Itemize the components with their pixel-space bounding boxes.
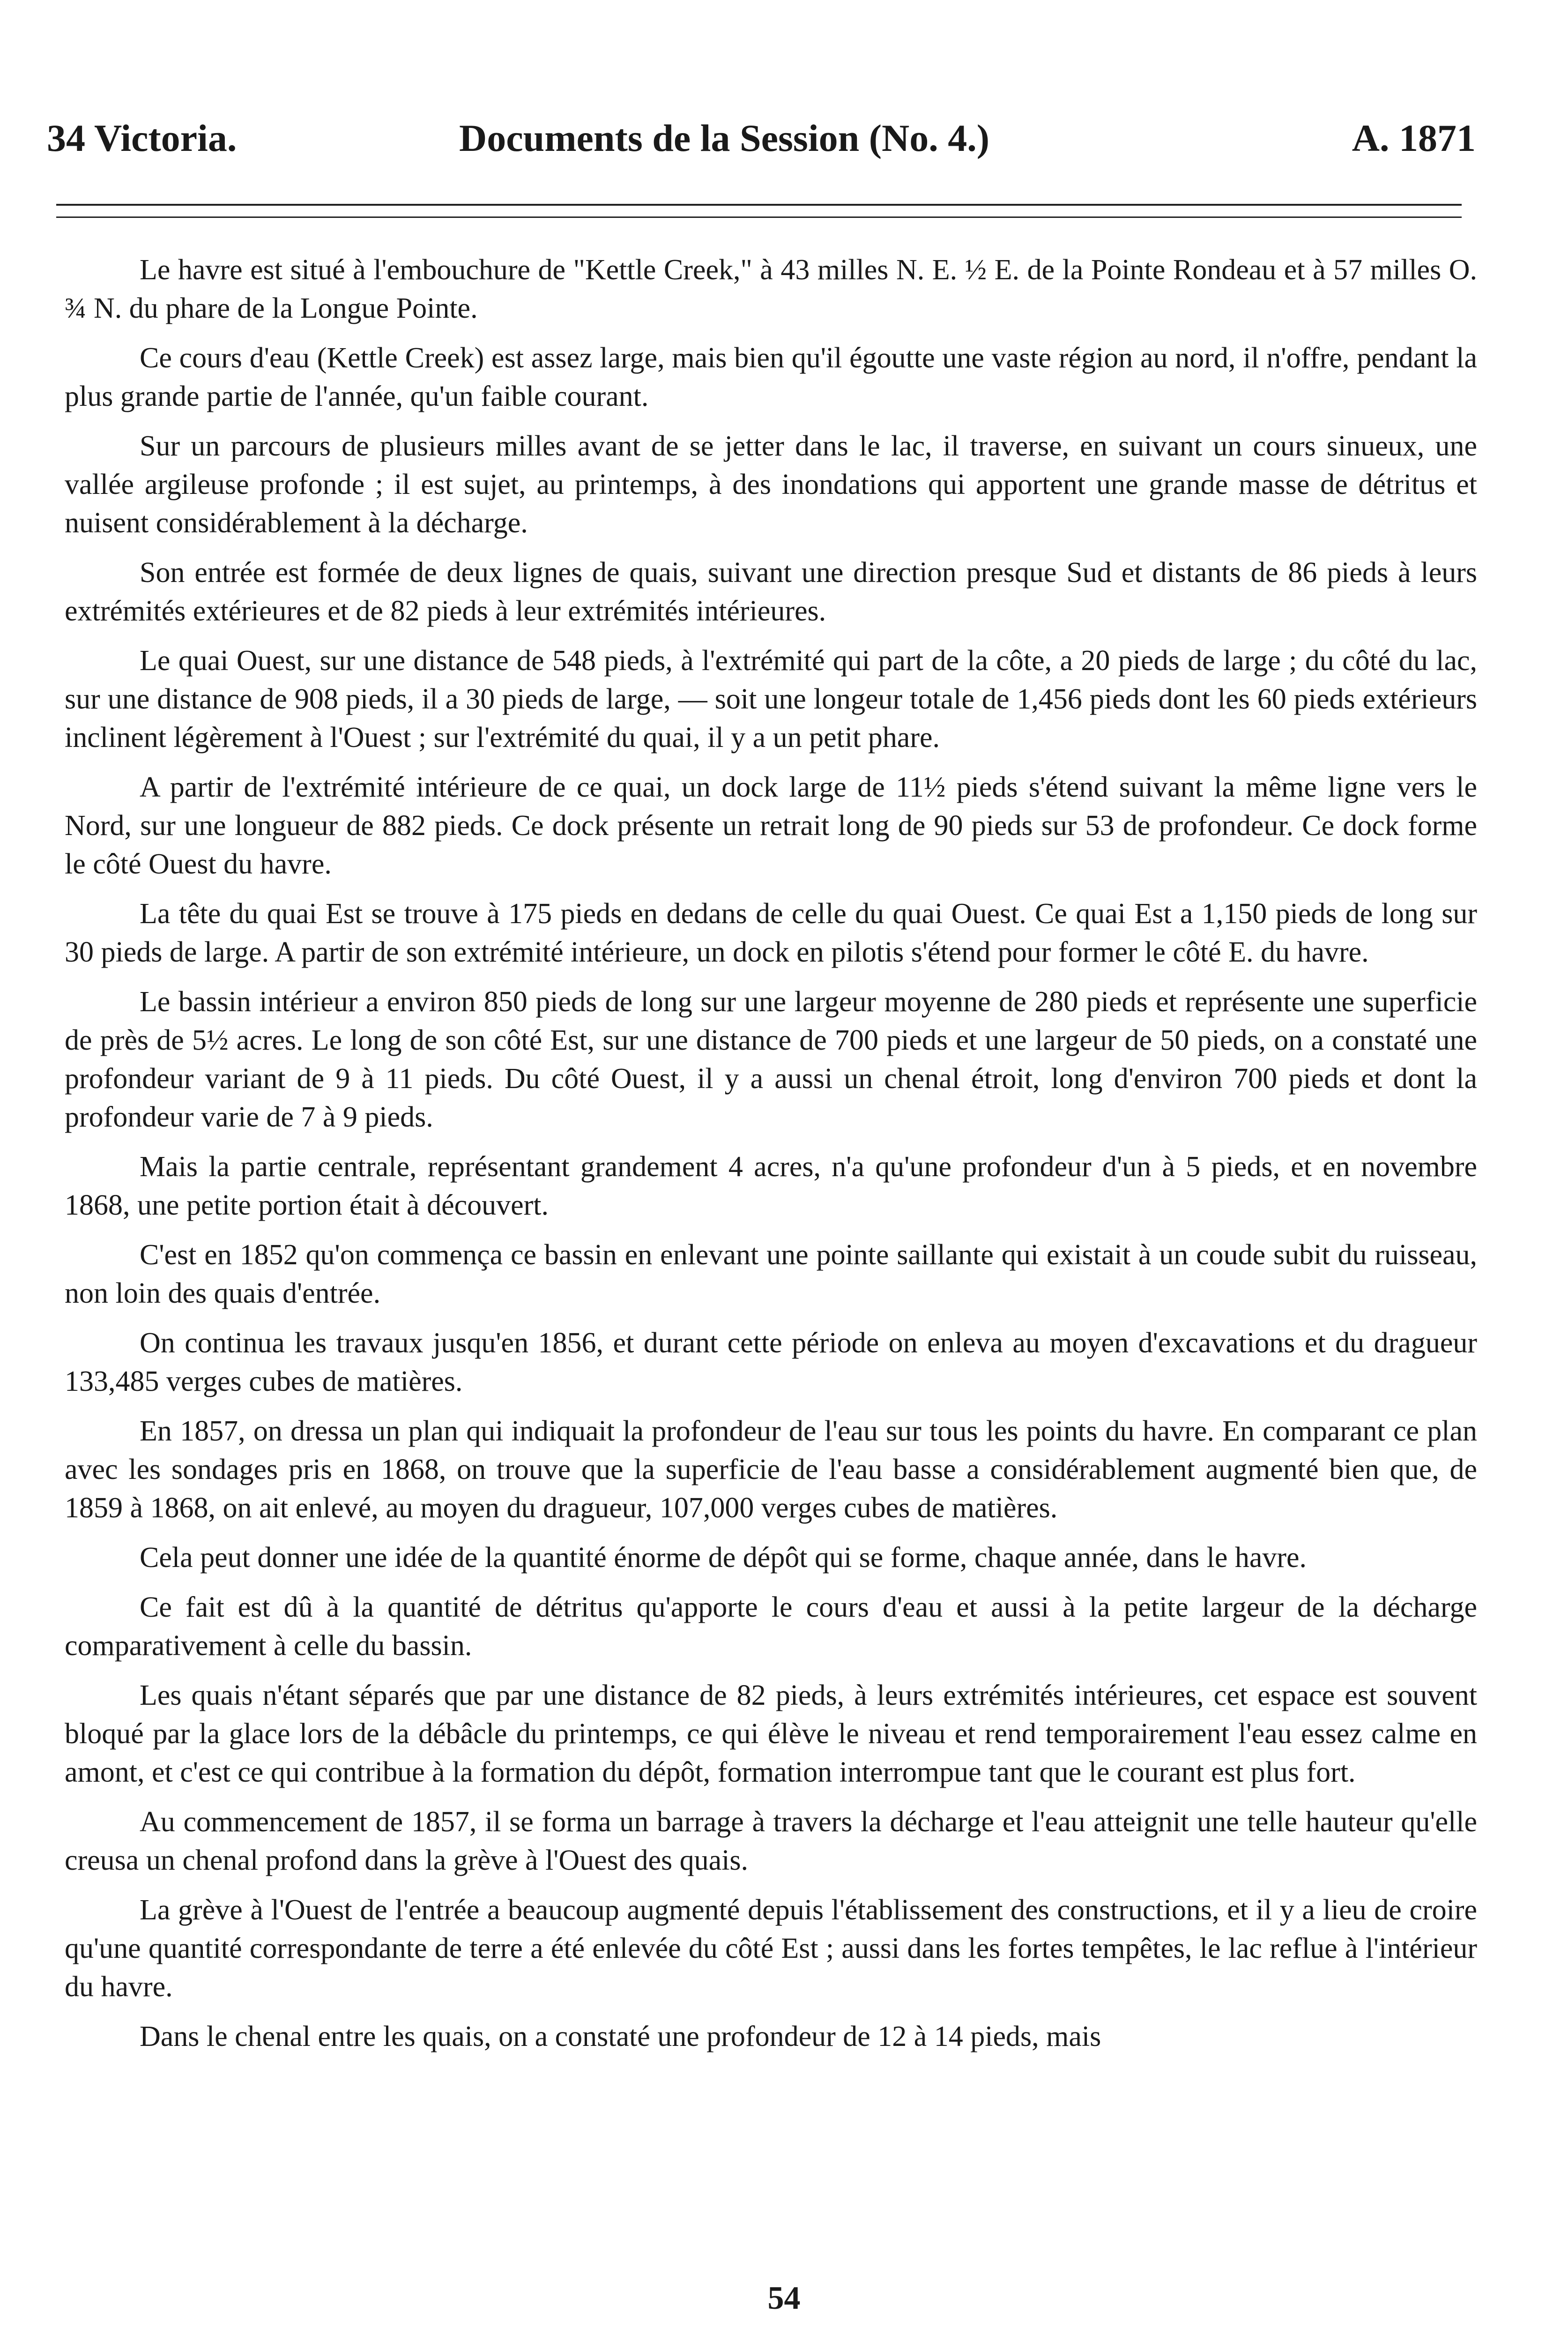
paragraph: Sur un parcours de plusieurs milles avant de se jetter dans le lac, il traverse, en suivant un cours sinueux, une vallée argileuse profonde ; il est sujet, au printemps, à des inondations qui apportent une grande masse de détritus et nuisent considérablement à la décharge. (65, 430, 1477, 539)
paragraph: Ce fait est dû à la quantité de détritus qu'apporte le cours d'eau et aussi à la petite largeur de la décharge comparativement à celle du bassin. (65, 1591, 1477, 1662)
paragraph: C'est en 1852 qu'on commença ce bassin en enlevant une pointe saillante qui existait à un coude subit du ruisseau, non loin des quais d'entrée. (65, 1239, 1477, 1309)
paragraph: Cela peut donner une idée de la quantité énorme de dépôt qui se forme, chaque année, dans le havre. (140, 1542, 1307, 1574)
body-text (65, 251, 1477, 2067)
paragraph: Au commencement de 1857, il se forma un barrage à travers la décharge et l'eau atteignit une telle hauteur qu'elle creusa un chenal profond dans la grève à l'Ouest des quais. (65, 1806, 1477, 1876)
header-volume: 34 Victoria. (47, 117, 237, 159)
paragraph: On continua les travaux jusqu'en 1856, et durant cette période on enleva au moyen d'excavations et du dragueur 133,485 verges cubes de matières. (65, 1327, 1477, 1397)
running-header (47, 112, 1476, 164)
paragraph: La grève à l'Ouest de l'entrée a beaucoup augmenté depuis l'établissement des constructions, et il y a lieu de croire qu'une quantité correspondante de terre a été enlevée du côté Est ; aussi dans les fortes tempêtes, le lac reflue à l'intérieur du havre. (65, 1894, 1477, 2003)
page-number: 54 (767, 2280, 801, 2316)
header-year: A. 1871 (1352, 117, 1476, 159)
paragraph: Son entrée est formée de deux lignes de quais, suivant une direction presque Sud et distants de 86 pieds à leurs extrémités extérieures et de 82 pieds à leur extrémités intérieures. (65, 557, 1477, 627)
paragraph: En 1857, on dressa un plan qui indiquait la profondeur de l'eau sur tous les points du havre. En comparant ce plan avec les sondages pris en 1868, on trouve que la superficie de l'eau basse a considérablement augmenté bien que, de 1859 à 1868, on ait enlevé, au moyen du dragueur, 107,000 verges cubes de matières. (65, 1415, 1477, 1524)
paragraph: Le quai Ouest, sur une distance de 548 pieds, à l'extrémité qui part de la côte, a 20 pieds de large ; du côté du lac, sur une distance de 908 pieds, il a 30 pieds de large, — soit une longeur totale de 1,456 pieds dont les 60 pieds extérieurs inclinent légèrement à l'Ouest ; sur l'extrémité du quai, il y a un petit phare. (65, 645, 1477, 754)
header-rule-thick (56, 204, 1462, 206)
header-title: Documents de la Session (No. 4.) (459, 117, 990, 159)
paragraph: Ce cours d'eau (Kettle Creek) est assez large, mais bien qu'il égoutte une vaste région au nord, il n'offre, pendant la plus grande partie de l'année, qu'un faible courant. (65, 342, 1477, 412)
paragraph: A partir de l'extrémité intérieure de ce quai, un dock large de 11½ pieds s'étend suivant la même ligne vers le Nord, sur une longueur de 882 pieds. Ce dock présente un retrait long de 90 pieds sur 53 de profondeur. Ce dock forme le côté Ouest du havre. (65, 771, 1477, 880)
header-rule-thin (56, 216, 1462, 218)
paragraph: Les quais n'étant séparés que par une distance de 82 pieds, à leurs extrémités intérieures, cet espace est souvent bloqué par la glace lors de la débâcle du printemps, ce qui élève le niveau et rend temporairement l'eau essez calme en amont, et c'est ce qui contribue à la formation du dépôt, formation interrompue tant que le courant est plus fort. (65, 1679, 1477, 1788)
paragraph: La tête du quai Est se trouve à 175 pieds en dedans de celle du quai Ouest. Ce quai Est a 1,150 pieds de long sur 30 pieds de large. A partir de son extrémité intérieure, un dock en pilotis s'étend pour former le côté E. du havre. (65, 898, 1477, 968)
paragraph: Le bassin intérieur a environ 850 pieds de long sur une largeur moyenne de 280 pieds et représente une superficie de près de 5½ acres. Le long de son côté Est, sur une distance de 700 pieds et une largeur de 50 pieds, on a constaté une profondeur variant de 9 à 11 pieds. Du côté Ouest, il y a aussi un chenal étroit, long d'environ 700 pieds et dont la profondeur varie de 7 à 9 pieds. (65, 986, 1477, 1133)
paragraph: Le havre est situé à l'embouchure de "Kettle Creek," à 43 milles N. E. ½ E. de la Pointe Rondeau et à 57 milles O. ¾ N. du phare de la Longue Pointe. (65, 254, 1477, 324)
paragraph: Dans le chenal entre les quais, on a constaté une profondeur de 12 à 14 pieds, mais (140, 2021, 1101, 2052)
paragraph: Mais la partie centrale, représentant grandement 4 acres, n'a qu'une profondeur d'un à 5 pieds, et en novembre 1868, une petite portion était à découvert. (65, 1151, 1477, 1221)
